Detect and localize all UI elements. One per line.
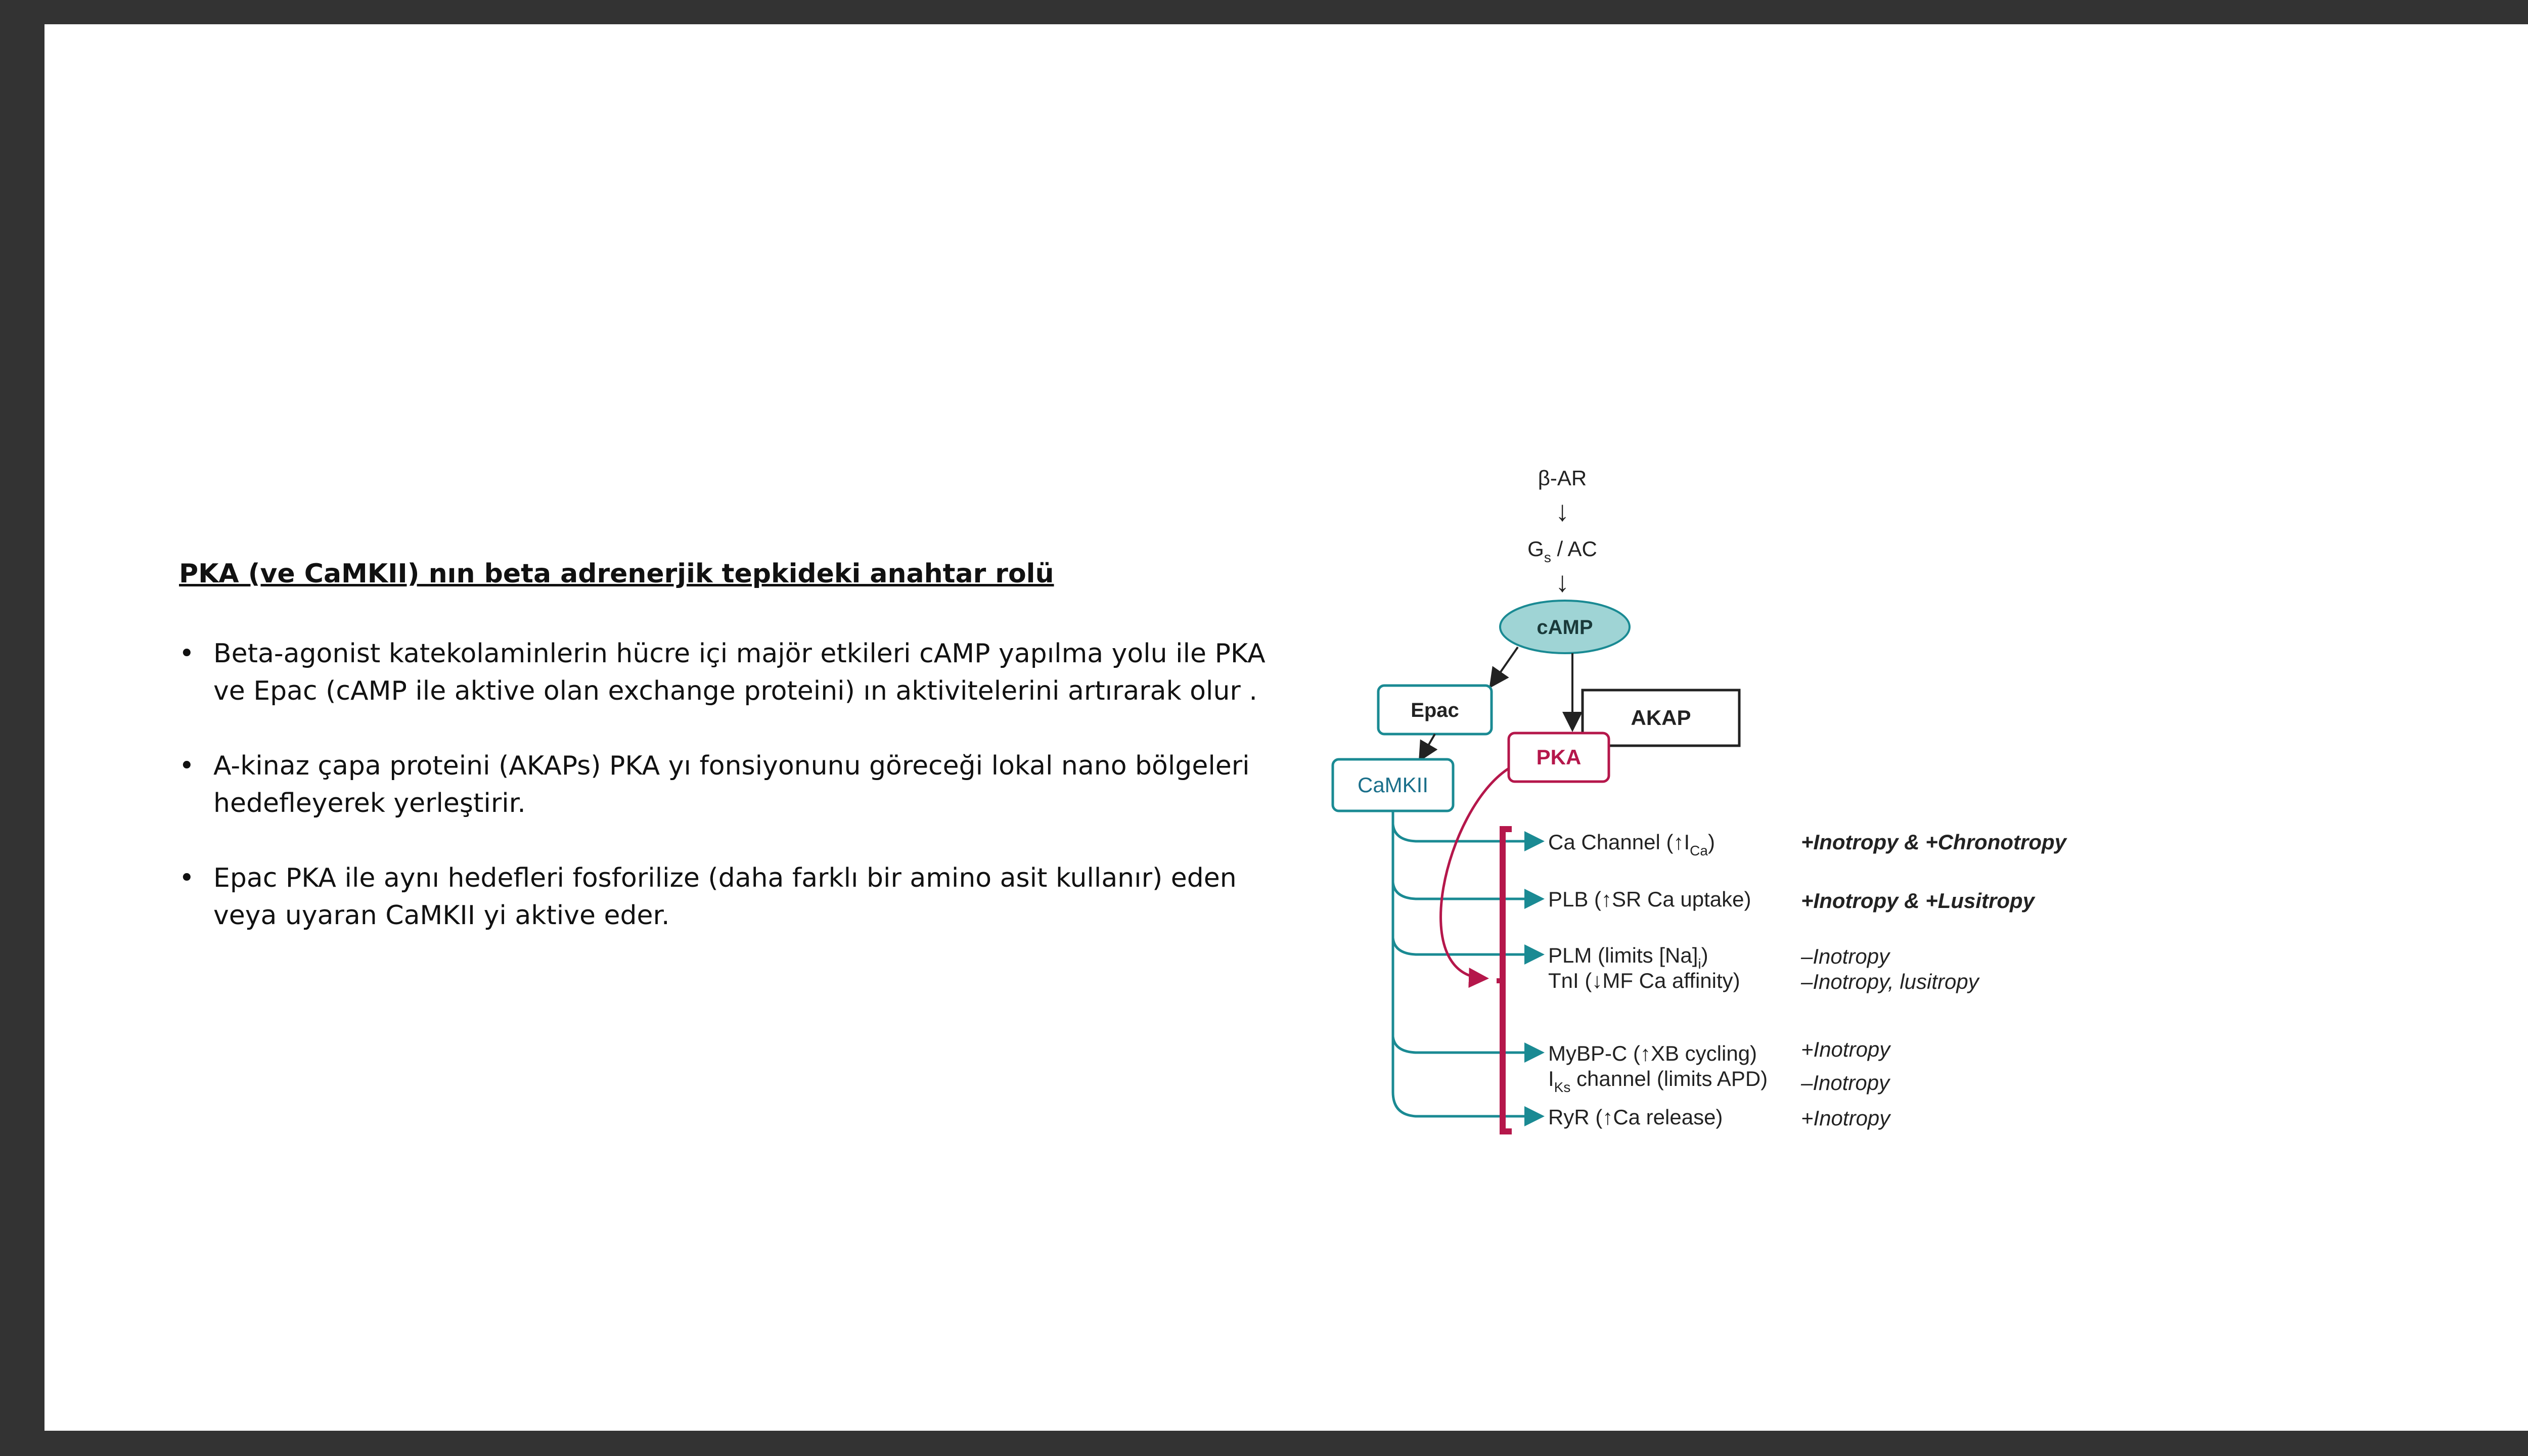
target-plm: PLM (limits $[Na]_i$) xyxy=(1548,943,1708,972)
arrow-down-icon: ↓ xyxy=(1555,566,1569,598)
pka-label: PKA xyxy=(1536,745,1582,769)
bullet-glyph: • xyxy=(179,751,195,782)
effect-iks: –Inotropy xyxy=(1801,1071,1890,1095)
bullet-text: A-kinaz çapa proteini (AKAPs) PKA yı fonsiyonunu göreceği lokal nano bölgeleri hedefleyerek yerleştirir. xyxy=(213,751,1250,819)
target-tni: TnI (↓MF Ca affinity) xyxy=(1548,969,1740,992)
arrow-down-icon: ↓ xyxy=(1555,495,1569,527)
target-ca-channel: Ca Channel $(↑I_{Ca})$ xyxy=(1548,830,1715,858)
camkii-to-plm-arrow xyxy=(1393,938,1540,954)
effect-mybpc: +Inotropy xyxy=(1801,1037,1890,1061)
camkii-to-ca-channel-arrow xyxy=(1393,824,1540,841)
target-plb: PLB (↑SR Ca uptake) xyxy=(1548,887,1751,911)
camkii-to-plb-arrow xyxy=(1393,882,1540,899)
camkii-label: CaMKII xyxy=(1357,773,1429,797)
effect-ca-channel: +Inotropy & +Chronotropy xyxy=(1801,830,2066,854)
target-ryr: RyR (↑Ca release) xyxy=(1548,1105,1723,1129)
slide-heading: PKA (ve CaMKII) nın beta adrenerjik tepkideki anahtar rolü xyxy=(179,559,1054,589)
camp-to-epac-arrow xyxy=(1492,647,1518,685)
target-iks: $I_{Ks}$ channel (limits APD) xyxy=(1548,1067,1768,1095)
bullet-text: Epac PKA ile aynı hedefleri fosforilize (daha farklı bir amino asit kullanır) eden veya uyaran CaMKII yi aktive eder. xyxy=(213,863,1237,931)
target-mybpc: MyBP-C (↑XB cycling) xyxy=(1548,1041,1757,1065)
effect-tni: –Inotropy, lusitropy xyxy=(1801,970,1979,993)
camkii-to-ryr-arrow xyxy=(1393,811,1540,1116)
epac-label: Epac xyxy=(1411,699,1459,721)
gs-ac-label: $G_s$ / AC xyxy=(1527,537,1597,565)
epac-to-camkii-arrow xyxy=(1421,734,1435,758)
effect-ryr: +Inotropy xyxy=(1801,1106,1890,1130)
effect-plm: –Inotropy xyxy=(1801,944,1890,968)
camp-label: cAMP xyxy=(1537,616,1593,639)
camkii-to-mybpc-arrow xyxy=(1393,1036,1540,1053)
pka-target-bracket xyxy=(1503,829,1512,1131)
bullet-text: Beta-agonist katekolaminlerin hücre içi majör etkileri cAMP yapılma yolu ile PKA ve Epac (cAMP ile aktive olan exchange proteini) ın aktivitelerini artırarak olur . xyxy=(213,639,1266,707)
bullet-glyph: • xyxy=(179,639,195,669)
bullet-glyph: • xyxy=(179,863,195,894)
beta-ar-label: β-AR xyxy=(1538,466,1587,490)
akap-label: AKAP xyxy=(1631,706,1691,730)
effect-plb: +Inotropy & +Lusitropy xyxy=(1801,889,2035,913)
